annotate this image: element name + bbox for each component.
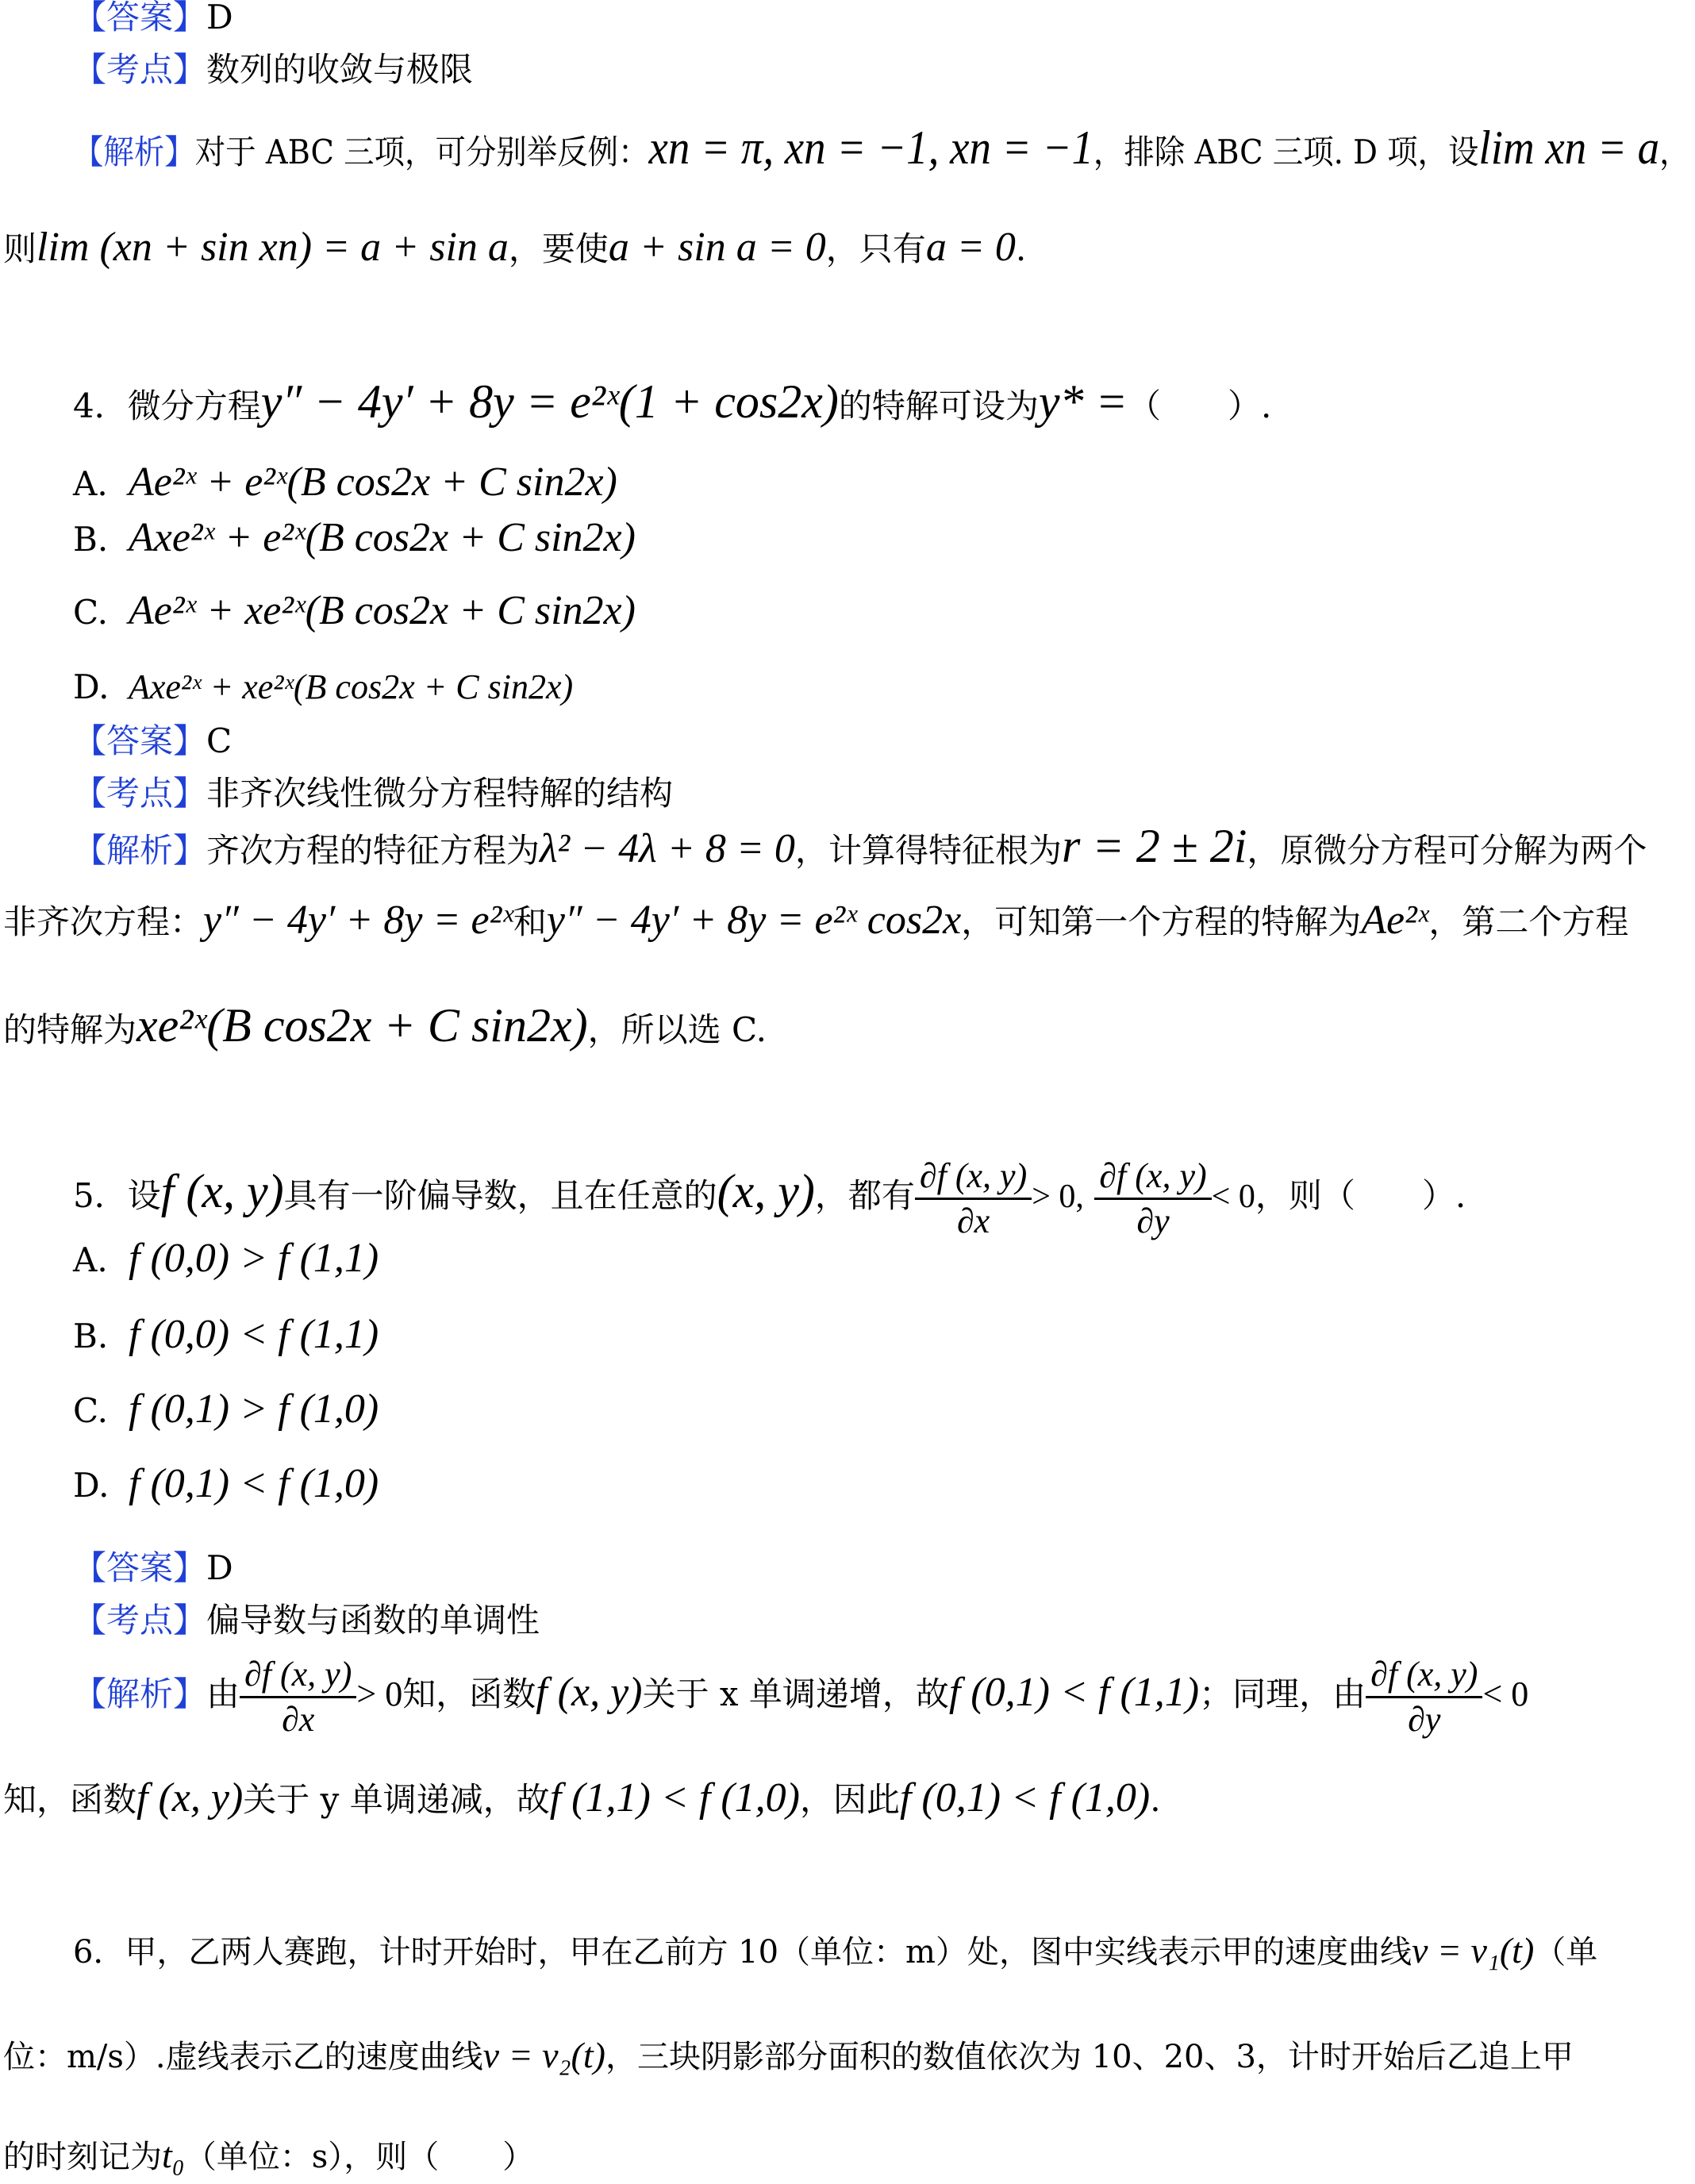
math-expression: r = 2 ± 2i bbox=[1061, 820, 1247, 872]
question-text: 的特解可设为 bbox=[838, 386, 1039, 425]
option-expression: Ae²ˣ + e²ˣ(B cos2x + C sin2x) bbox=[129, 459, 617, 505]
option-label: C. bbox=[73, 1391, 108, 1430]
math-expression: t₀ bbox=[162, 2135, 185, 2175]
q6-stem-line-3 bbox=[3, 2132, 534, 2181]
question-text: （单 bbox=[1534, 1934, 1598, 1971]
analysis-text: 知，函数 bbox=[3, 1780, 137, 1819]
question-text: ，三块阴影部分面积的数值依次为 10、20、3，计时开始后乙追上甲 bbox=[605, 2039, 1574, 2075]
option-expression: f (0,1) < f (1,0) bbox=[129, 1461, 379, 1506]
analysis-text: . bbox=[1150, 1780, 1161, 1819]
q5-analysis-line-1 bbox=[73, 1649, 1528, 1741]
math-expression: f (x, y) bbox=[536, 1670, 643, 1715]
fraction-numerator: ∂f (x, y) bbox=[1094, 1155, 1211, 1200]
analysis-text: ；同理，由 bbox=[1199, 1675, 1366, 1713]
option-label: D. bbox=[73, 1466, 110, 1505]
math-expression: y″ − 4y′ + 8y = e²ˣ cos2x bbox=[546, 898, 962, 943]
answer-value: D bbox=[206, 1548, 233, 1587]
analysis-text: ，第二个方程 bbox=[1428, 902, 1629, 941]
q5-analysis-line-2 bbox=[3, 1774, 1161, 1824]
option-label: B. bbox=[73, 520, 109, 559]
math-expression: y″ − 4y′ + 8y = e²ˣ(1 + cos2x) bbox=[260, 375, 839, 428]
question-text: ，都有 bbox=[814, 1176, 915, 1215]
q5-answer-line bbox=[73, 1544, 233, 1592]
q6-stem-line-2 bbox=[3, 2032, 1574, 2081]
math-expression: f (x, y) bbox=[160, 1165, 284, 1217]
analysis-text: 知，函数 bbox=[402, 1675, 536, 1713]
q4-option-c bbox=[73, 587, 636, 636]
option-expression: f (0,0) < f (1,1) bbox=[129, 1312, 379, 1357]
math-expression: v = v₁(t) bbox=[1412, 1930, 1535, 1971]
analysis-text: . bbox=[1015, 229, 1027, 268]
fraction-denominator: ∂x bbox=[956, 1201, 990, 1240]
analysis-text: ，原微分方程可分解为两个 bbox=[1247, 831, 1647, 870]
math-expression: f (x, y) bbox=[136, 1775, 244, 1821]
question-text: ，则（ ）. bbox=[1255, 1176, 1466, 1215]
q4-analysis-line-3 bbox=[3, 999, 767, 1054]
question-text: 位：m/s）.虚线表示乙的速度曲线 bbox=[3, 2039, 483, 2075]
math-expression: f (0,1) < f (1,0) bbox=[899, 1775, 1151, 1821]
fraction-denominator: ∂y bbox=[1136, 1201, 1170, 1240]
math-expression: lim (xn + sin xn) = a + sin a bbox=[37, 225, 509, 270]
topic-tag: 【考点】 bbox=[73, 1601, 207, 1640]
analysis-tag: 【解析】 bbox=[73, 1675, 207, 1713]
q3-answer-line bbox=[73, 0, 233, 41]
q4-analysis-line-1 bbox=[73, 822, 1647, 875]
q6-stem-line-1 bbox=[73, 1927, 1597, 1976]
analysis-text: 关于 y 单调递减，故 bbox=[243, 1780, 550, 1819]
math-expression: λ² − 4λ + 8 = 0 bbox=[540, 826, 795, 871]
option-label: B. bbox=[73, 1317, 109, 1355]
q4-answer-line bbox=[73, 717, 232, 765]
option-expression: f (0,1) > f (1,0) bbox=[129, 1386, 379, 1432]
analysis-text: ，计算得特征根为 bbox=[794, 831, 1062, 870]
q4-option-b bbox=[73, 514, 636, 563]
inequality: < 0 bbox=[1482, 1675, 1529, 1713]
topic-text: 数列的收敛与极限 bbox=[206, 50, 474, 89]
analysis-text: ， bbox=[1659, 133, 1690, 171]
q5-option-b bbox=[73, 1311, 379, 1360]
analysis-text: 和 bbox=[513, 902, 547, 941]
option-label: A. bbox=[73, 464, 108, 503]
q3-analysis-line-1 bbox=[73, 121, 1690, 176]
math-expression: a = 0 bbox=[925, 225, 1016, 270]
option-expression: Axe²ˣ + xe²ˣ(B cos2x + C sin2x) bbox=[129, 667, 574, 706]
q5-option-a bbox=[73, 1235, 379, 1284]
analysis-tag: 【解析】 bbox=[73, 831, 207, 870]
option-expression: f (0,0) > f (1,1) bbox=[129, 1236, 379, 1281]
option-expression: Axe²ˣ + e²ˣ(B cos2x + C sin2x) bbox=[129, 515, 636, 560]
math-expression: v = v₂(t) bbox=[482, 2035, 605, 2075]
q3-analysis-line-2 bbox=[3, 224, 1026, 273]
analysis-text: 对于 ABC 三项，可分别举反例： bbox=[194, 133, 649, 171]
question-text: 具有一阶偏导数，且在任意的 bbox=[283, 1176, 717, 1215]
analysis-text: 由 bbox=[206, 1675, 240, 1713]
analysis-tag: 【解析】 bbox=[73, 133, 195, 171]
question-text: 6．甲，乙两人赛跑，计时开始时，甲在乙前方 10（单位：m）处，图中实线表示甲的速度曲线 bbox=[73, 1934, 1412, 1971]
q4-analysis-line-2 bbox=[3, 897, 1628, 946]
topic-text: 非齐次线性微分方程特解的结构 bbox=[206, 774, 674, 813]
answer-tag: 【答案】 bbox=[73, 721, 207, 760]
fraction-denominator: ∂y bbox=[1408, 1699, 1441, 1739]
math-expression: y* = bbox=[1038, 375, 1128, 428]
analysis-text: 关于 x 单调递增，故 bbox=[642, 1675, 949, 1713]
question-text: （单位：s），则（ ） bbox=[184, 2139, 535, 2175]
partial-derivative-y bbox=[1366, 1653, 1482, 1741]
topic-tag: 【考点】 bbox=[73, 774, 207, 813]
option-label: A. bbox=[73, 1240, 108, 1279]
math-expression: y″ − 4y′ + 8y = e²ˣ bbox=[203, 898, 513, 943]
question-text: 的时刻记为 bbox=[3, 2139, 162, 2175]
math-expression: f (0,1) < f (1,1) bbox=[948, 1670, 1200, 1715]
analysis-text: 的特解为 bbox=[3, 1010, 137, 1049]
fraction-numerator: ∂f (x, y) bbox=[915, 1155, 1032, 1200]
partial-derivative-x bbox=[240, 1653, 356, 1741]
answer-tag: 【答案】 bbox=[73, 1548, 207, 1587]
math-expression: xn = π, xn = −1, xn = −1 bbox=[648, 121, 1093, 174]
q5-topic-line bbox=[73, 1597, 540, 1644]
analysis-text: ，排除 ABC 三项. D 项，设 bbox=[1093, 133, 1479, 171]
analysis-text: 齐次方程的特征方程为 bbox=[206, 831, 540, 870]
inequality: < 0 bbox=[1211, 1179, 1255, 1215]
math-expression: (x, y) bbox=[717, 1165, 815, 1217]
q4-topic-line bbox=[73, 770, 673, 817]
analysis-text: ，因此 bbox=[799, 1780, 900, 1819]
answer-value: C bbox=[206, 721, 233, 760]
q5-option-c bbox=[73, 1386, 379, 1435]
question-text: 4．微分方程 bbox=[73, 386, 261, 425]
inequality: > 0, bbox=[1032, 1179, 1084, 1215]
question-text: （ ）. bbox=[1127, 386, 1272, 425]
analysis-text: 则 bbox=[3, 229, 37, 268]
option-label: D. bbox=[73, 667, 110, 706]
fraction-numerator: ∂f (x, y) bbox=[240, 1653, 356, 1698]
option-expression: Ae²ˣ + xe²ˣ(B cos2x + C sin2x) bbox=[129, 588, 636, 633]
q4-option-d bbox=[73, 663, 573, 711]
topic-tag: 【考点】 bbox=[73, 50, 207, 89]
analysis-text: ，所以选 C. bbox=[587, 1010, 767, 1049]
math-expression: f (1,1) < f (1,0) bbox=[549, 1775, 800, 1821]
math-expression: a + sin a = 0 bbox=[608, 225, 826, 270]
math-expression: Ae²ˣ bbox=[1361, 898, 1429, 943]
partial-derivative-x bbox=[915, 1155, 1032, 1243]
analysis-text: ，要使 bbox=[508, 229, 609, 268]
analysis-text: ，只有 bbox=[825, 229, 926, 268]
q4-option-a bbox=[73, 459, 617, 508]
option-label: C. bbox=[73, 593, 108, 632]
math-expression: xe²ˣ(B cos2x + C sin2x) bbox=[136, 999, 588, 1052]
topic-text: 偏导数与函数的单调性 bbox=[206, 1601, 540, 1640]
answer-value: D bbox=[206, 0, 233, 37]
q5-option-d bbox=[73, 1460, 379, 1509]
q4-stem bbox=[73, 375, 1272, 430]
q5-stem bbox=[73, 1148, 1466, 1243]
fraction-numerator: ∂f (x, y) bbox=[1366, 1653, 1482, 1698]
analysis-text: 非齐次方程： bbox=[3, 902, 204, 941]
answer-tag: 【答案】 bbox=[73, 0, 207, 37]
math-expression: lim xn = a bbox=[1478, 121, 1660, 174]
inequality: > 0 bbox=[356, 1675, 403, 1713]
question-text: 5．设 bbox=[73, 1176, 161, 1215]
fraction-denominator: ∂x bbox=[282, 1699, 315, 1739]
partial-derivative-y bbox=[1094, 1155, 1211, 1243]
q3-topic-line bbox=[73, 46, 473, 94]
analysis-text: ，可知第一个方程的特解为 bbox=[961, 902, 1362, 941]
